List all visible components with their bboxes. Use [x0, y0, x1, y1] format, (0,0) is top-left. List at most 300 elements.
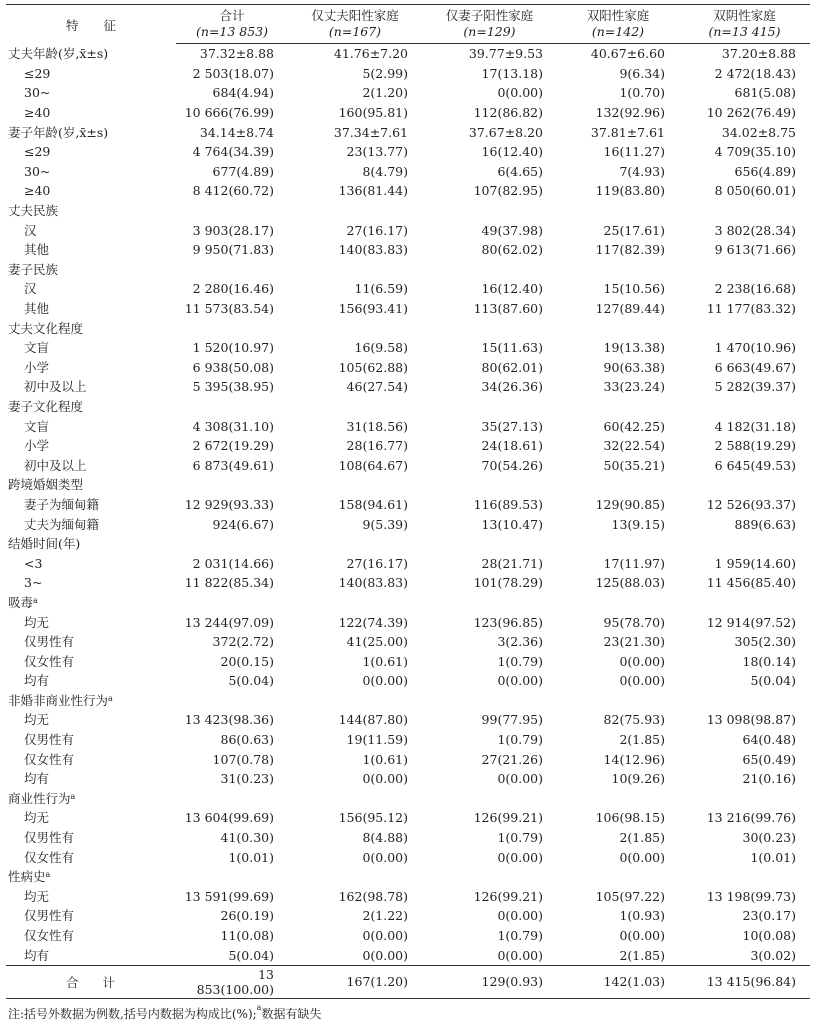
table-cell: 13 423(98.36) — [184, 712, 274, 728]
row-label — [6, 514, 176, 534]
table-row — [6, 671, 810, 691]
table-cell: 14(12.96) — [603, 751, 665, 767]
table-cell: 10(0.08) — [742, 928, 796, 944]
table-cell: 117(82.39) — [595, 242, 665, 258]
table-cell — [176, 318, 288, 338]
table-cell: 112(86.82) — [473, 105, 543, 121]
table-cell: 13 198(99.73) — [706, 888, 796, 904]
table-cell — [288, 475, 422, 495]
group-row — [6, 122, 810, 142]
table-cell: 1(0.93) — [619, 908, 665, 924]
table-cell: 4 308(31.10) — [192, 418, 274, 434]
table-cell: 21(0.16) — [742, 771, 796, 787]
table-cell — [557, 260, 679, 280]
row-label — [6, 887, 176, 907]
table-footnote — [6, 1002, 810, 1022]
table-row — [6, 769, 810, 789]
table-cell — [176, 260, 288, 280]
table-cell: 2 472(18.43) — [714, 65, 796, 81]
table-cell: 86(0.63) — [220, 732, 274, 748]
table-cell — [422, 475, 557, 495]
table-cell: 40.67±6.60 — [590, 46, 665, 62]
table-cell: 5(0.04) — [750, 673, 796, 689]
table-cell: 13 604(99.69) — [184, 810, 274, 826]
row-label-text: 其他 — [24, 301, 50, 317]
row-label — [6, 573, 176, 593]
row-label — [6, 436, 176, 456]
table-cell: 2(1.85) — [619, 732, 665, 748]
table-cell: 0(0.00) — [362, 947, 408, 963]
footnote-text: 注:括号外数据为例数,括号内数据为构成比(%); — [8, 1006, 257, 1021]
table-cell — [679, 534, 810, 554]
row-label — [6, 299, 176, 319]
table-cell: 16(12.40) — [481, 281, 543, 297]
table-cell — [679, 789, 810, 809]
table-cell: 65(0.49) — [742, 751, 796, 767]
total-cell: 13 415(96.84) — [679, 965, 810, 998]
table-cell: 108(64.67) — [338, 457, 408, 473]
table-cell: 2(1.20) — [362, 85, 408, 101]
table-cell — [176, 593, 288, 613]
table-row — [6, 495, 810, 515]
table-cell — [288, 534, 422, 554]
table-cell: 1(0.01) — [228, 849, 274, 865]
row-label-text: 仅男性有 — [24, 732, 75, 748]
group-row — [6, 260, 810, 280]
table-cell: 13 216(99.76) — [706, 810, 796, 826]
row-label — [6, 103, 176, 123]
table-cell: 2(1.85) — [619, 830, 665, 846]
table-cell: 64(0.48) — [742, 732, 796, 748]
row-label-text: 丈夫文化程度 — [8, 320, 84, 336]
table-cell: 6(4.65) — [497, 163, 543, 179]
table-cell: 80(62.01) — [481, 359, 543, 375]
table-cell: 90(63.38) — [603, 359, 665, 375]
table-cell: 99(77.95) — [481, 712, 543, 728]
row-label — [6, 338, 176, 358]
row-label-text: 小学 — [24, 438, 50, 454]
table-cell — [288, 789, 422, 809]
table-cell: 1 959(14.60) — [714, 555, 796, 571]
table-cell: 27(21.26) — [481, 751, 543, 767]
table-cell: 12 929(93.33) — [184, 496, 274, 512]
row-label-text: 小学 — [24, 359, 50, 375]
table-cell: 119(83.80) — [595, 183, 665, 199]
table-cell: 0(0.00) — [619, 928, 665, 944]
header-col-name: 合计 — [176, 5, 288, 25]
row-label — [6, 377, 176, 397]
row-label-text: 结婚时间(年) — [8, 536, 81, 552]
table-cell: 2 503(18.07) — [192, 65, 274, 81]
table-cell: 0(0.00) — [619, 849, 665, 865]
table-cell — [176, 789, 288, 809]
header-col-n-text: (n=129) — [463, 24, 516, 39]
table-cell — [176, 475, 288, 495]
row-label — [6, 201, 176, 221]
header-col-n-text: (n=13 415) — [708, 24, 781, 39]
table-cell — [288, 593, 422, 613]
row-label — [6, 416, 176, 436]
row-label — [6, 240, 176, 260]
table-cell: 20(0.15) — [220, 653, 274, 669]
table-cell: 140(83.83) — [338, 242, 408, 258]
table-cell: 32(22.54) — [603, 438, 665, 454]
table-cell: 18(0.14) — [742, 653, 796, 669]
table-row — [6, 945, 810, 965]
table-cell — [288, 867, 422, 887]
table-cell: 1(0.79) — [497, 653, 543, 669]
row-label — [6, 397, 176, 417]
table-cell: 0(0.00) — [497, 947, 543, 963]
header-col-name: 双阳性家庭 — [557, 5, 679, 25]
table-row — [6, 64, 810, 84]
table-cell: 80(62.02) — [481, 242, 543, 258]
table-cell: 12 526(93.37) — [706, 496, 796, 512]
row-label — [6, 612, 176, 632]
row-label — [6, 495, 176, 515]
group-row — [6, 789, 810, 809]
table-cell: 158(94.61) — [338, 496, 408, 512]
table-cell — [679, 397, 810, 417]
table-row — [6, 436, 810, 456]
table-cell — [557, 475, 679, 495]
row-label — [6, 260, 176, 280]
table-row — [6, 553, 810, 573]
table-row — [6, 887, 810, 907]
table-cell — [422, 867, 557, 887]
row-label — [6, 142, 176, 162]
table-cell: 11(0.08) — [220, 928, 274, 944]
row-label-text: 均无 — [24, 810, 50, 826]
total-cell: 13 853(100.00) — [176, 965, 288, 998]
header-col-n — [176, 24, 288, 44]
table-row — [6, 279, 810, 299]
row-label-text: 丈夫民族 — [8, 203, 59, 219]
table-cell: 24(18.61) — [481, 438, 543, 454]
table-cell: 37.67±8.20 — [468, 124, 543, 140]
table-cell — [679, 260, 810, 280]
row-label-text: 商业性行为 — [8, 790, 71, 806]
table-cell: 1 470(10.96) — [714, 340, 796, 356]
table-row — [6, 358, 810, 378]
row-label — [6, 671, 176, 691]
table-cell — [557, 397, 679, 417]
table-cell — [176, 691, 288, 711]
table-cell — [288, 201, 422, 221]
row-label-text: ≥40 — [24, 105, 51, 121]
group-row — [6, 318, 810, 338]
table-cell: 9 950(71.83) — [192, 242, 274, 258]
total-row — [6, 965, 810, 998]
header-col-n — [422, 24, 557, 44]
table-cell: 3 802(28.34) — [714, 222, 796, 238]
row-label-text: 吸毒 — [8, 594, 34, 610]
row-label-text: 妻子年龄(岁,x̄±s) — [8, 124, 109, 140]
table-cell: 15(11.63) — [481, 340, 543, 356]
footnote-marker: a — [45, 870, 51, 880]
row-label-text: 汉 — [24, 222, 37, 238]
table-cell — [288, 318, 422, 338]
table-cell: 82(75.93) — [603, 712, 665, 728]
table-cell: 9 613(71.66) — [714, 242, 796, 258]
table-cell: 2(1.22) — [362, 908, 408, 924]
table-row — [6, 651, 810, 671]
table-cell: 11 456(85.40) — [706, 575, 796, 591]
table-cell: 0(0.00) — [362, 771, 408, 787]
table-cell: 6 873(49.61) — [192, 457, 274, 473]
table-cell: 0(0.00) — [362, 673, 408, 689]
row-label — [6, 162, 176, 182]
table-cell: 125(88.03) — [595, 575, 665, 591]
table-cell — [288, 691, 422, 711]
row-label — [6, 749, 176, 769]
table-cell: 23(0.17) — [742, 908, 796, 924]
table-cell: 1(0.79) — [497, 928, 543, 944]
table-row — [6, 416, 810, 436]
table-cell — [422, 201, 557, 221]
row-label-text: 均有 — [24, 947, 50, 963]
table-cell: 19(13.38) — [603, 340, 665, 356]
row-label — [6, 122, 176, 142]
table-cell — [176, 867, 288, 887]
table-cell: 2 588(19.29) — [714, 438, 796, 454]
table-cell: 1(0.01) — [750, 849, 796, 865]
table-cell: 6 938(50.08) — [192, 359, 274, 375]
characteristics-table — [6, 4, 810, 999]
table-cell: 107(0.78) — [212, 751, 274, 767]
table-row — [6, 338, 810, 358]
row-label — [6, 691, 176, 711]
table-cell: 156(95.12) — [338, 810, 408, 826]
group-row — [6, 397, 810, 417]
row-label — [6, 828, 176, 848]
table-cell — [557, 867, 679, 887]
header-col-n — [288, 24, 422, 44]
row-label-text: 30~ — [24, 85, 51, 101]
table-cell: 5(0.04) — [228, 673, 274, 689]
table-cell: 116(89.53) — [473, 496, 543, 512]
table-cell — [422, 534, 557, 554]
row-label — [6, 651, 176, 671]
table-row — [6, 83, 810, 103]
table-cell: 37.34±7.61 — [333, 124, 408, 140]
table-cell: 105(97.22) — [595, 888, 665, 904]
row-label-text: 跨境婚姻类型 — [8, 477, 84, 493]
row-label-text: 妻子民族 — [8, 261, 59, 277]
row-label — [6, 906, 176, 926]
row-label-text: 均有 — [24, 673, 50, 689]
row-label — [6, 279, 176, 299]
table-cell: 5 282(39.37) — [714, 379, 796, 395]
row-label — [6, 730, 176, 750]
table-cell: 0(0.00) — [362, 849, 408, 865]
table-cell: 34.14±8.74 — [199, 124, 274, 140]
table-cell: 8(4.88) — [362, 830, 408, 846]
table-cell: 28(21.71) — [481, 555, 543, 571]
table-cell: 31(0.23) — [220, 771, 274, 787]
table-row — [6, 573, 810, 593]
table-cell: 50(35.21) — [603, 457, 665, 473]
header-col-n-text: (n=167) — [328, 24, 382, 39]
table-cell: 8 412(60.72) — [192, 183, 274, 199]
table-cell: 1(0.70) — [619, 85, 665, 101]
table-cell: 156(93.41) — [338, 301, 408, 317]
table-cell: 889(6.63) — [734, 516, 796, 532]
row-label-text: 丈夫为缅甸籍 — [24, 516, 100, 532]
row-label — [6, 769, 176, 789]
table-cell — [176, 397, 288, 417]
table-cell: 129(90.85) — [595, 496, 665, 512]
table-cell: 16(12.40) — [481, 144, 543, 160]
table-cell — [422, 318, 557, 338]
table-cell — [679, 867, 810, 887]
table-cell: 3(2.36) — [497, 634, 543, 650]
table-cell: 2 280(16.46) — [192, 281, 274, 297]
table-cell — [679, 201, 810, 221]
table-cell: 30(0.23) — [742, 830, 796, 846]
table-cell: 39.77±9.53 — [468, 46, 543, 62]
footnote-marker: a — [108, 693, 113, 703]
table-row — [6, 612, 810, 632]
table-cell: 113(87.60) — [473, 301, 543, 317]
table-cell: 37.20±8.88 — [721, 46, 796, 62]
table-cell: 13 244(97.09) — [184, 614, 274, 630]
table-row — [6, 730, 810, 750]
table-cell — [557, 789, 679, 809]
table-cell: 2 238(16.68) — [714, 281, 796, 297]
table-cell: 27(16.17) — [346, 222, 408, 238]
table-cell: 17(13.18) — [481, 65, 543, 81]
row-label — [6, 44, 176, 64]
row-label-text: 丈夫年龄(岁,x̄±s) — [8, 46, 109, 62]
table-cell: 1(0.61) — [362, 653, 408, 669]
group-row — [6, 201, 810, 221]
table-cell: 13(9.15) — [611, 516, 665, 532]
group-row — [6, 534, 810, 554]
table-cell: 10 666(76.99) — [184, 105, 274, 121]
table-cell — [679, 475, 810, 495]
table-cell: 0(0.00) — [497, 849, 543, 865]
table-cell: 127(89.44) — [595, 301, 665, 317]
table-cell: 8(4.79) — [362, 163, 408, 179]
footnote-marker: a — [70, 791, 76, 801]
row-label-text: 文盲 — [24, 418, 50, 434]
row-label-text: 仅男性有 — [24, 830, 75, 846]
table-cell — [557, 201, 679, 221]
table-container — [6, 4, 810, 1022]
table-cell: 4 709(35.10) — [714, 144, 796, 160]
header-feature: 特 征 — [6, 5, 176, 44]
table-cell: 144(87.80) — [338, 712, 408, 728]
table-cell: 1 520(10.97) — [192, 340, 274, 356]
table-cell: 9(6.34) — [619, 65, 665, 81]
table-cell: 123(96.85) — [473, 614, 543, 630]
table-cell: 11 573(83.54) — [184, 301, 274, 317]
row-label — [6, 64, 176, 84]
table-cell — [288, 397, 422, 417]
table-cell: 0(0.00) — [362, 928, 408, 944]
table-cell: 0(0.00) — [497, 85, 543, 101]
row-label — [6, 220, 176, 240]
row-label-text: ≥40 — [24, 183, 51, 199]
table-cell: 13 591(99.69) — [184, 888, 274, 904]
table-cell: 13(10.47) — [481, 516, 543, 532]
table-cell: 0(0.00) — [497, 673, 543, 689]
row-label-text: ≤29 — [24, 144, 51, 160]
row-label-text: 仅女性有 — [24, 928, 75, 944]
header-col-name: 仅丈夫阳性家庭 — [288, 5, 422, 25]
group-row — [6, 475, 810, 495]
row-label-text: 其他 — [24, 242, 50, 258]
row-label — [6, 945, 176, 965]
table-row — [6, 514, 810, 534]
table-cell: 13 098(98.87) — [706, 712, 796, 728]
table-cell: 11(6.59) — [354, 281, 408, 297]
table-row — [6, 299, 810, 319]
table-row — [6, 240, 810, 260]
row-label — [6, 455, 176, 475]
table-row — [6, 162, 810, 182]
table-cell — [422, 789, 557, 809]
table-cell: 41.76±7.20 — [333, 46, 408, 62]
group-row — [6, 593, 810, 613]
table-cell: 2(1.85) — [619, 947, 665, 963]
row-label — [6, 789, 176, 809]
table-cell: 0(0.00) — [497, 908, 543, 924]
table-row — [6, 828, 810, 848]
table-cell: 37.32±8.88 — [199, 46, 274, 62]
table-row — [6, 710, 810, 730]
table-cell: 136(81.44) — [338, 183, 408, 199]
table-cell — [557, 534, 679, 554]
row-label-text: 3~ — [24, 575, 43, 591]
table-cell: 17(11.97) — [603, 555, 665, 571]
table-cell: 5(2.99) — [362, 65, 408, 81]
row-label-text: 文盲 — [24, 340, 50, 356]
total-cell: 142(1.03) — [557, 965, 679, 998]
table-cell: 106(98.15) — [595, 810, 665, 826]
header-col-name: 双阴性家庭 — [679, 5, 810, 25]
table-cell: 677(4.89) — [212, 163, 274, 179]
row-label — [6, 181, 176, 201]
row-label-text: 初中及以上 — [24, 457, 87, 473]
table-cell — [679, 593, 810, 613]
table-cell: 122(74.39) — [338, 614, 408, 630]
table-cell: 7(4.93) — [619, 163, 665, 179]
group-row — [6, 867, 810, 887]
table-cell: 5 395(38.95) — [192, 379, 274, 395]
table-cell: 0(0.00) — [619, 673, 665, 689]
table-body — [6, 44, 810, 966]
table-cell: 11 822(85.34) — [184, 575, 274, 591]
row-label-text: 初中及以上 — [24, 379, 87, 395]
row-label-text: 仅女性有 — [24, 751, 75, 767]
table-cell — [176, 201, 288, 221]
table-row — [6, 377, 810, 397]
table-cell: 2 031(14.66) — [192, 555, 274, 571]
row-label — [6, 710, 176, 730]
table-cell — [679, 318, 810, 338]
row-label — [6, 553, 176, 573]
table-cell: 1(0.79) — [497, 830, 543, 846]
row-label-text: 均无 — [24, 614, 50, 630]
table-cell: 26(0.19) — [220, 908, 274, 924]
header-col-n-text: (n=142) — [591, 24, 645, 39]
table-cell: 924(6.67) — [212, 516, 274, 532]
table-cell: 105(62.88) — [338, 359, 408, 375]
table-cell: 4 764(34.39) — [192, 144, 274, 160]
table-cell: 162(98.78) — [338, 888, 408, 904]
